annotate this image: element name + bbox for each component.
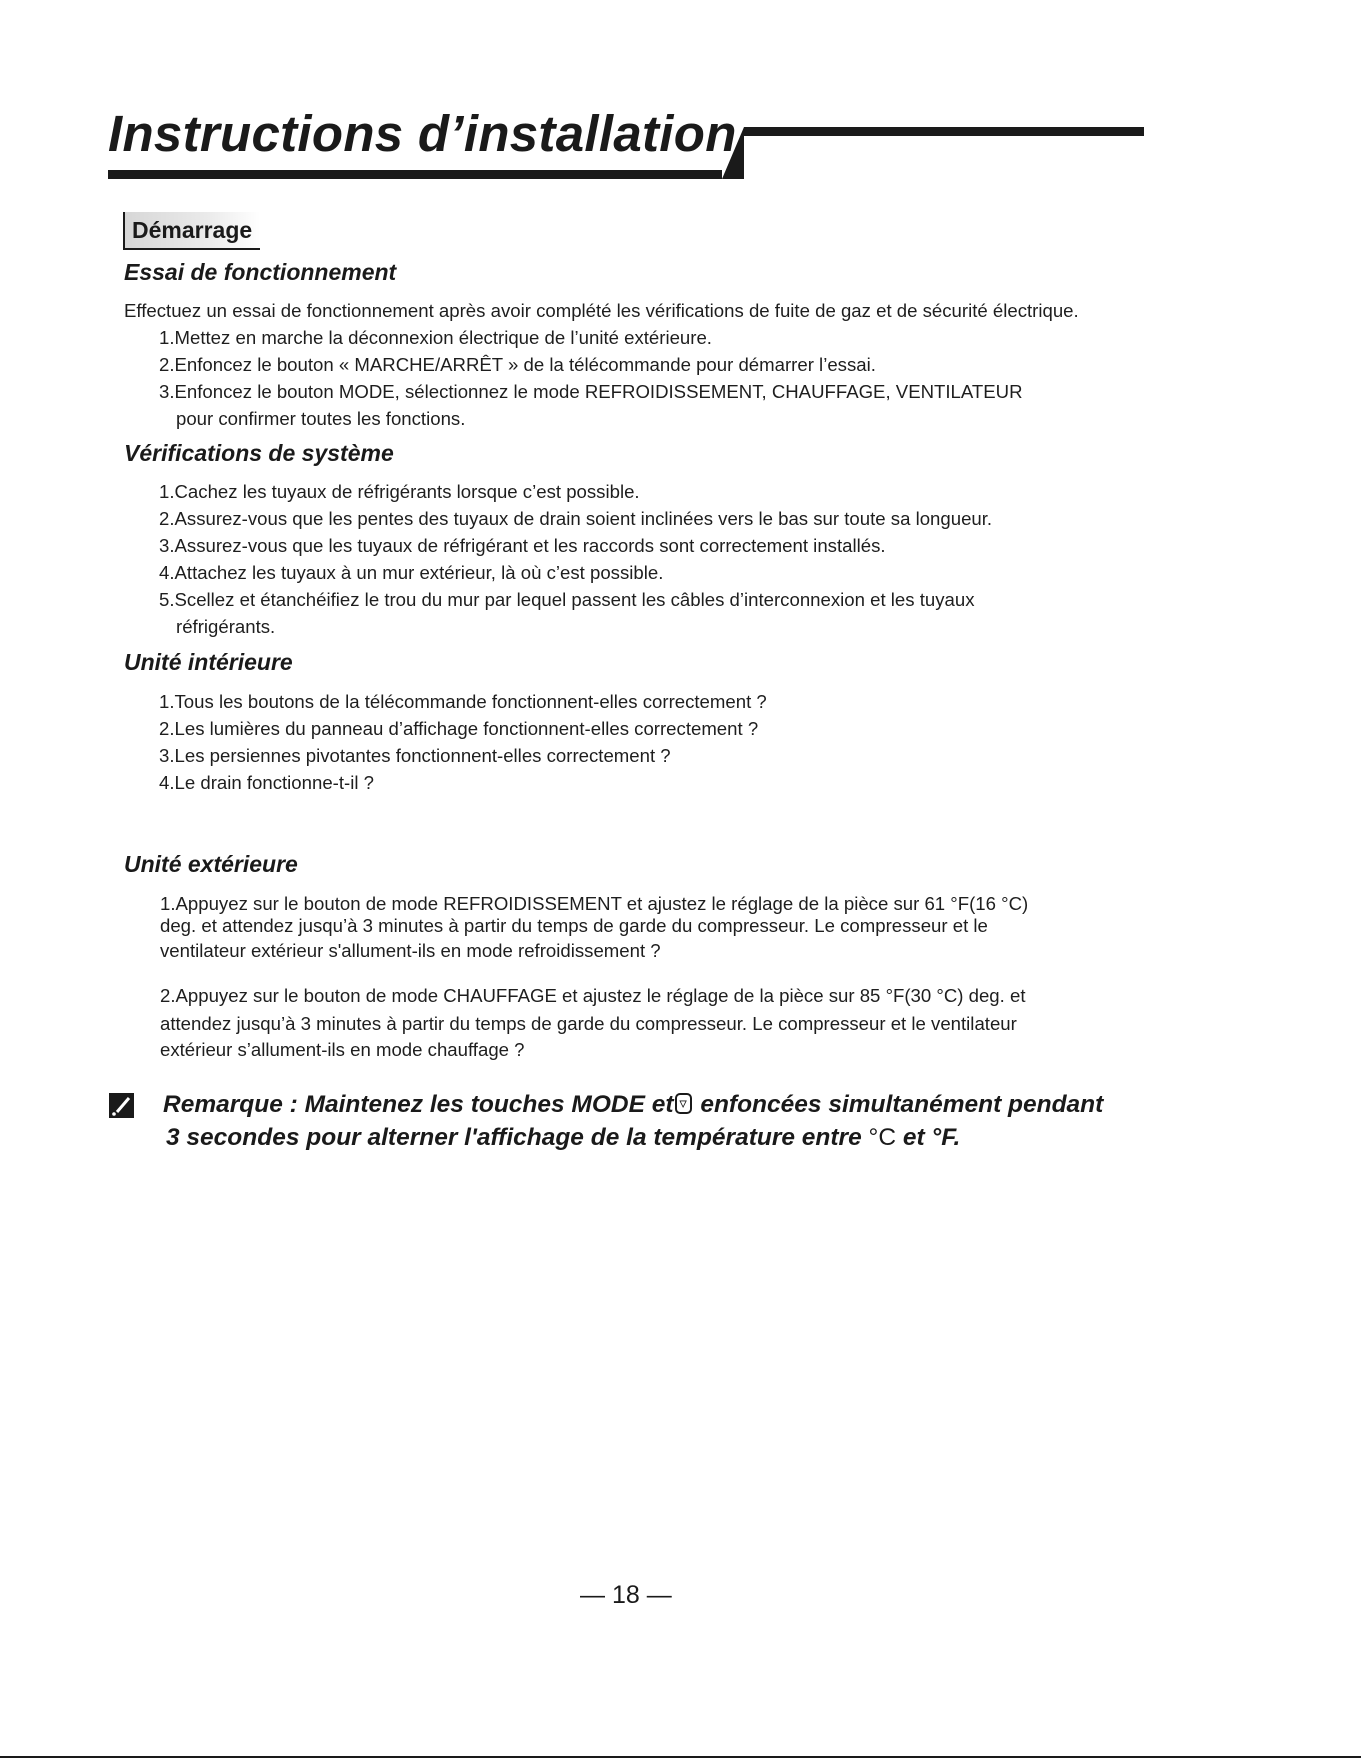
page-title: Instructions d’installation <box>108 105 737 162</box>
remark-text: Remarque : Maintenez les touches MODE et <box>163 1091 674 1118</box>
title-slant-divider <box>722 127 744 179</box>
essai-step-continued: pour confirmer toutes les fonctions. <box>176 408 466 429</box>
exterieure-item1-line: ventilateur extérieur s'allument-ils en mode refroidissement ? <box>160 940 661 961</box>
heading-exterieure: Unité extérieure <box>124 851 298 877</box>
verification-item: 1.Cachez les tuyaux de réfrigérants lorsque c’est possible. <box>159 481 640 502</box>
heading-interieure: Unité intérieure <box>124 649 293 675</box>
essai-step: 3.Enfoncez le bouton MODE, sélectionnez le mode REFROIDISSEMENT, CHAUFFAGE, VENTILATEUR <box>159 381 1023 402</box>
title-overline <box>744 127 1144 136</box>
exterieure-item2-line: extérieur s’allument-ils en mode chauffage ? <box>160 1039 525 1060</box>
essai-intro: Effectuez un essai de fonctionnement après avoir complété les vérifications de fuite de gaz et de sécurité électrique. <box>124 300 1079 321</box>
essai-step: 1.Mettez en marche la déconnexion électrique de l’unité extérieure. <box>159 327 712 348</box>
essai-step: 2.Enfoncez le bouton « MARCHE/ARRÊT » de la télécommande pour démarrer l’essai. <box>159 354 876 375</box>
verification-item-continued: réfrigérants. <box>176 616 276 637</box>
heading-essai: Essai de fonctionnement <box>124 259 397 285</box>
title-underline <box>108 170 722 179</box>
celsius-unit: °C <box>868 1124 897 1151</box>
remark-text: 3 secondes pour alterner l'affichage de la température entre <box>166 1124 869 1151</box>
verification-item: 2.Assurez-vous que les pentes des tuyaux de drain soient inclinées vers le bas sur toute sa longueur. <box>159 508 993 529</box>
interieure-item: 4.Le drain fonctionne-t-il ? <box>159 772 374 793</box>
scan-edge-line <box>0 1756 1361 1758</box>
section-tag-demarrage: Démarrage <box>123 212 260 250</box>
exterieure-item2-line: 2.Appuyez sur le bouton de mode CHAUFFAGE et ajustez le réglage de la pièce sur 85 °F(30 °C) deg. et <box>160 985 1026 1006</box>
remark-line-2 <box>166 1126 960 1151</box>
verification-item: 4.Attachez les tuyaux à un mur extérieur, là où c’est possible. <box>159 562 664 583</box>
interieure-item: 2.Les lumières du panneau d’affichage fonctionnent-elles correctement ? <box>159 718 759 739</box>
remark-text: et °F. <box>896 1124 961 1151</box>
exterieure-item1-line: deg. et attendez jusqu’à 3 minutes à partir du temps de garde du compresseur. Le compresseur et le <box>160 915 988 936</box>
exterieure-item1-line: 1.Appuyez sur le bouton de mode REFROIDISSEMENT et ajustez le réglage de la pièce sur 61 °F(16 °C) <box>160 893 1029 914</box>
remark-text: enfoncées simultanément pendant <box>693 1091 1104 1118</box>
verification-item: 3.Assurez-vous que les tuyaux de réfrigérant et les raccords sont correctement installés. <box>159 535 886 556</box>
exterieure-item2-line: attendez jusqu’à 3 minutes à partir du temps de garde du compresseur. Le compresseur et le ventilateur <box>160 1013 1017 1034</box>
interieure-item: 1.Tous les boutons de la télécommande fonctionnent-elles correctement ? <box>159 691 767 712</box>
page-number: — 18 — <box>580 1581 672 1609</box>
heading-verifications: Vérifications de système <box>124 440 394 466</box>
verification-item: 5.Scellez et étanchéifiez le trou du mur par lequel passent les câbles d’interconnexion et les tuyaux <box>159 589 975 610</box>
interieure-item: 3.Les persiennes pivotantes fonctionnent-elles correctement ? <box>159 745 671 766</box>
pencil-note-icon <box>109 1093 134 1118</box>
down-arrow-key-icon: ▽ <box>675 1093 692 1114</box>
remark-line-1 <box>163 1093 1103 1118</box>
